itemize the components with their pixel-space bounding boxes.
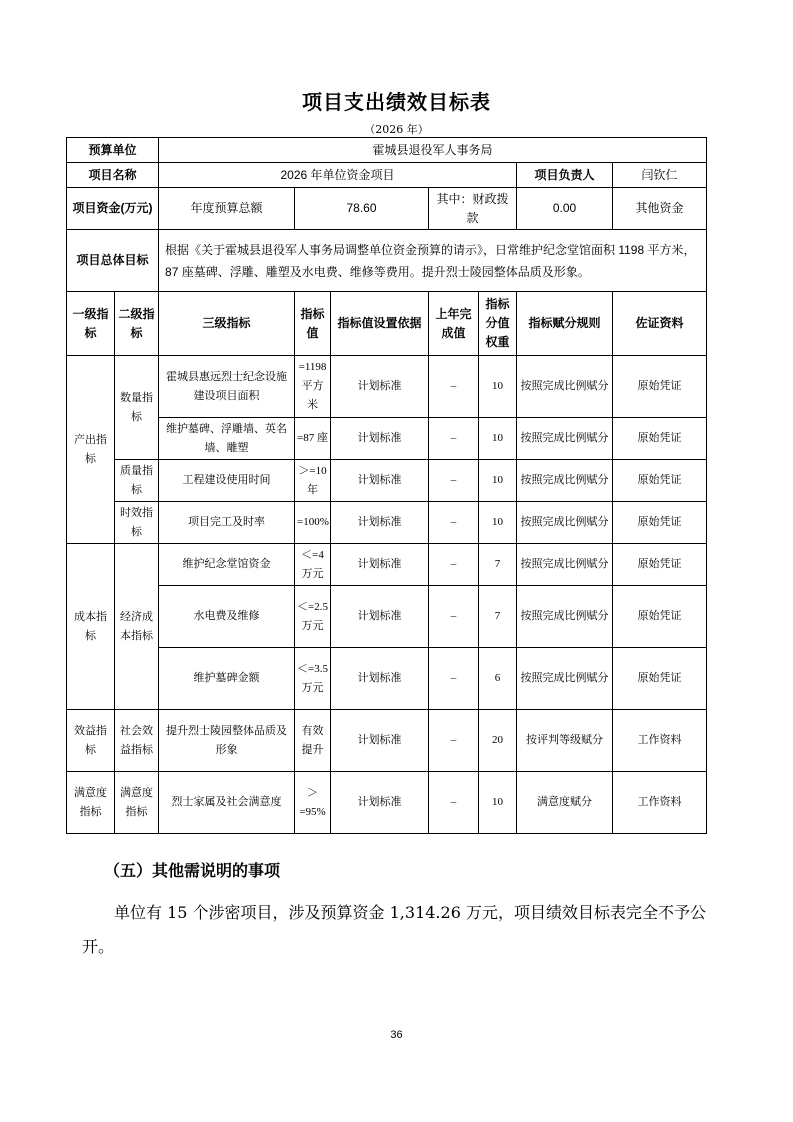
table-row xyxy=(67,460,707,502)
subgroup-label-economic-cost: 经济成本指标 xyxy=(115,544,159,710)
indicator-name: 项目完工及时率 xyxy=(159,502,295,544)
indicator-evidence: 原始凭证 xyxy=(613,544,707,586)
subgroup-label-satisfaction: 满意度指标 xyxy=(115,772,159,834)
annual-total-value: 78.60 xyxy=(295,188,429,230)
group-label-output: 产出指标 xyxy=(67,356,115,544)
indicator-weight: 10 xyxy=(479,460,517,502)
indicator-basis: 计划标准 xyxy=(331,586,429,648)
indicator-name: 提升烈士陵园整体品质及形象 xyxy=(159,710,295,772)
indicator-rule: 按照完成比例赋分 xyxy=(517,586,613,648)
table-row xyxy=(67,772,707,834)
indicator-prev: – xyxy=(429,502,479,544)
year-label: （2026 年） xyxy=(364,123,429,136)
table-row xyxy=(67,356,707,418)
indicator-weight: 7 xyxy=(479,544,517,586)
other-funds-label: 其他资金 xyxy=(613,188,707,230)
indicator-rule: 按照完成比例赋分 xyxy=(517,418,613,460)
indicator-prev: – xyxy=(429,544,479,586)
indicator-value: ＞=95% xyxy=(295,772,331,834)
indicator-basis: 计划标准 xyxy=(331,502,429,544)
project-lead-label: 项目负责人 xyxy=(517,163,613,188)
column-header: 上年完成值 xyxy=(429,292,479,356)
indicator-rule: 按照完成比例赋分 xyxy=(517,502,613,544)
indicator-basis: 计划标准 xyxy=(331,710,429,772)
project-name-value: 2026 年单位资金项目 xyxy=(159,163,517,188)
indicator-rule: 按照完成比例赋分 xyxy=(517,356,613,418)
subgroup-label-quantity: 数量指标 xyxy=(115,356,159,460)
indicator-rule: 按照完成比例赋分 xyxy=(517,460,613,502)
indicator-name: 霍城县惠远烈士纪念设施建设项目面积 xyxy=(159,356,295,418)
indicator-evidence: 原始凭证 xyxy=(613,586,707,648)
funds-label: 项目资金(万元) xyxy=(67,188,159,230)
indicator-name: 工程建设使用时间 xyxy=(159,460,295,502)
project-name-label: 项目名称 xyxy=(67,163,159,188)
page-number: 36 xyxy=(390,1029,403,1041)
indicator-value: ＜=3.5万元 xyxy=(295,648,331,710)
indicator-value: ＜=2.5万元 xyxy=(295,586,331,648)
indicator-weight: 10 xyxy=(479,772,517,834)
indicator-evidence: 工作资料 xyxy=(613,772,707,834)
indicator-name: 维护纪念堂馆资金 xyxy=(159,544,295,586)
indicator-weight: 20 xyxy=(479,710,517,772)
indicator-basis: 计划标准 xyxy=(331,772,429,834)
budget-unit-label: 预算单位 xyxy=(67,138,159,163)
indicator-name: 维护墓碑金额 xyxy=(159,648,295,710)
indicator-basis: 计划标准 xyxy=(331,460,429,502)
project-lead-value: 闫钦仁 xyxy=(613,163,707,188)
indicator-prev: – xyxy=(429,418,479,460)
overall-goal-text: 根据《关于霍城县退役军人事务局调整单位资金预算的请示》，日常维护纪念堂馆面积 1198 平方米，87 座墓碑、浮雕、雕塑及水电费、维修等费用。提升烈士陵园整体品质及形象。 xyxy=(159,230,707,292)
subgroup-label-timeliness: 时效指标 xyxy=(115,502,159,544)
indicator-name: 水电费及维修 xyxy=(159,586,295,648)
annual-total-label: 年度预算总额 xyxy=(159,188,295,230)
overall-goal-label: 项目总体目标 xyxy=(67,230,159,292)
indicator-evidence: 原始凭证 xyxy=(613,356,707,418)
table-row xyxy=(67,418,707,460)
indicator-weight: 10 xyxy=(479,418,517,460)
indicator-value: =87 座 xyxy=(295,418,331,460)
column-header: 指标赋分规则 xyxy=(517,292,613,356)
body-paragraph: 单位有 15 个涉密项目，涉及预算资金 1,314.26 万元，项目绩效目标表完全不予公开。 xyxy=(82,903,706,956)
page-title: 项目支出绩效目标表 xyxy=(302,90,491,114)
column-header: 指标分值权重 xyxy=(479,292,517,356)
indicator-value: =100% xyxy=(295,502,331,544)
group-label-satisfaction: 满意度指标 xyxy=(67,772,115,834)
table-row xyxy=(67,544,707,586)
column-header: 二级指标 xyxy=(115,292,159,356)
indicator-prev: – xyxy=(429,772,479,834)
section-title: （五）其他需说明的事项 xyxy=(104,861,281,880)
table-row xyxy=(67,710,707,772)
indicator-basis: 计划标准 xyxy=(331,648,429,710)
indicator-value: 有效提升 xyxy=(295,710,331,772)
column-header: 三级指标 xyxy=(159,292,295,356)
indicator-rule: 按照完成比例赋分 xyxy=(517,544,613,586)
indicator-rule: 按评判等级赋分 xyxy=(517,710,613,772)
indicator-name: 维护墓碑、浮雕墙、英名墙、雕塑 xyxy=(159,418,295,460)
column-header: 佐证资料 xyxy=(613,292,707,356)
table-row xyxy=(67,502,707,544)
indicator-basis: 计划标准 xyxy=(331,418,429,460)
subgroup-label-quality: 质量指标 xyxy=(115,460,159,502)
column-header: 指标值设置依据 xyxy=(331,292,429,356)
performance-table xyxy=(66,137,707,834)
indicator-name: 烈士家属及社会满意度 xyxy=(159,772,295,834)
indicator-prev: – xyxy=(429,356,479,418)
column-header: 指标值 xyxy=(295,292,331,356)
indicator-basis: 计划标准 xyxy=(331,544,429,586)
fiscal-value: 0.00 xyxy=(517,188,613,230)
indicator-weight: 10 xyxy=(479,502,517,544)
table-row xyxy=(67,586,707,648)
indicator-value: ＜=4万元 xyxy=(295,544,331,586)
indicator-evidence: 工作资料 xyxy=(613,710,707,772)
indicator-evidence: 原始凭证 xyxy=(613,502,707,544)
indicator-prev: – xyxy=(429,710,479,772)
indicator-prev: – xyxy=(429,460,479,502)
subgroup-label-social-benefit: 社会效益指标 xyxy=(115,710,159,772)
indicator-prev: – xyxy=(429,586,479,648)
indicator-evidence: 原始凭证 xyxy=(613,460,707,502)
indicator-rule: 按照完成比例赋分 xyxy=(517,648,613,710)
indicator-evidence: 原始凭证 xyxy=(613,648,707,710)
group-label-cost: 成本指标 xyxy=(67,544,115,710)
budget-unit-value: 霍城县退役军人事务局 xyxy=(159,138,707,163)
indicator-weight: 6 xyxy=(479,648,517,710)
indicator-prev: – xyxy=(429,648,479,710)
column-header: 一级指标 xyxy=(67,292,115,356)
fiscal-label: 其中：财政拨款 xyxy=(429,188,517,230)
indicator-weight: 7 xyxy=(479,586,517,648)
indicator-evidence: 原始凭证 xyxy=(613,418,707,460)
indicator-weight: 10 xyxy=(479,356,517,418)
group-label-benefit: 效益指标 xyxy=(67,710,115,772)
indicator-basis: 计划标准 xyxy=(331,356,429,418)
indicator-value: ＞=10年 xyxy=(295,460,331,502)
indicator-value: =1198平方米 xyxy=(295,356,331,418)
indicator-rule: 满意度赋分 xyxy=(517,772,613,834)
table-row xyxy=(67,648,707,710)
